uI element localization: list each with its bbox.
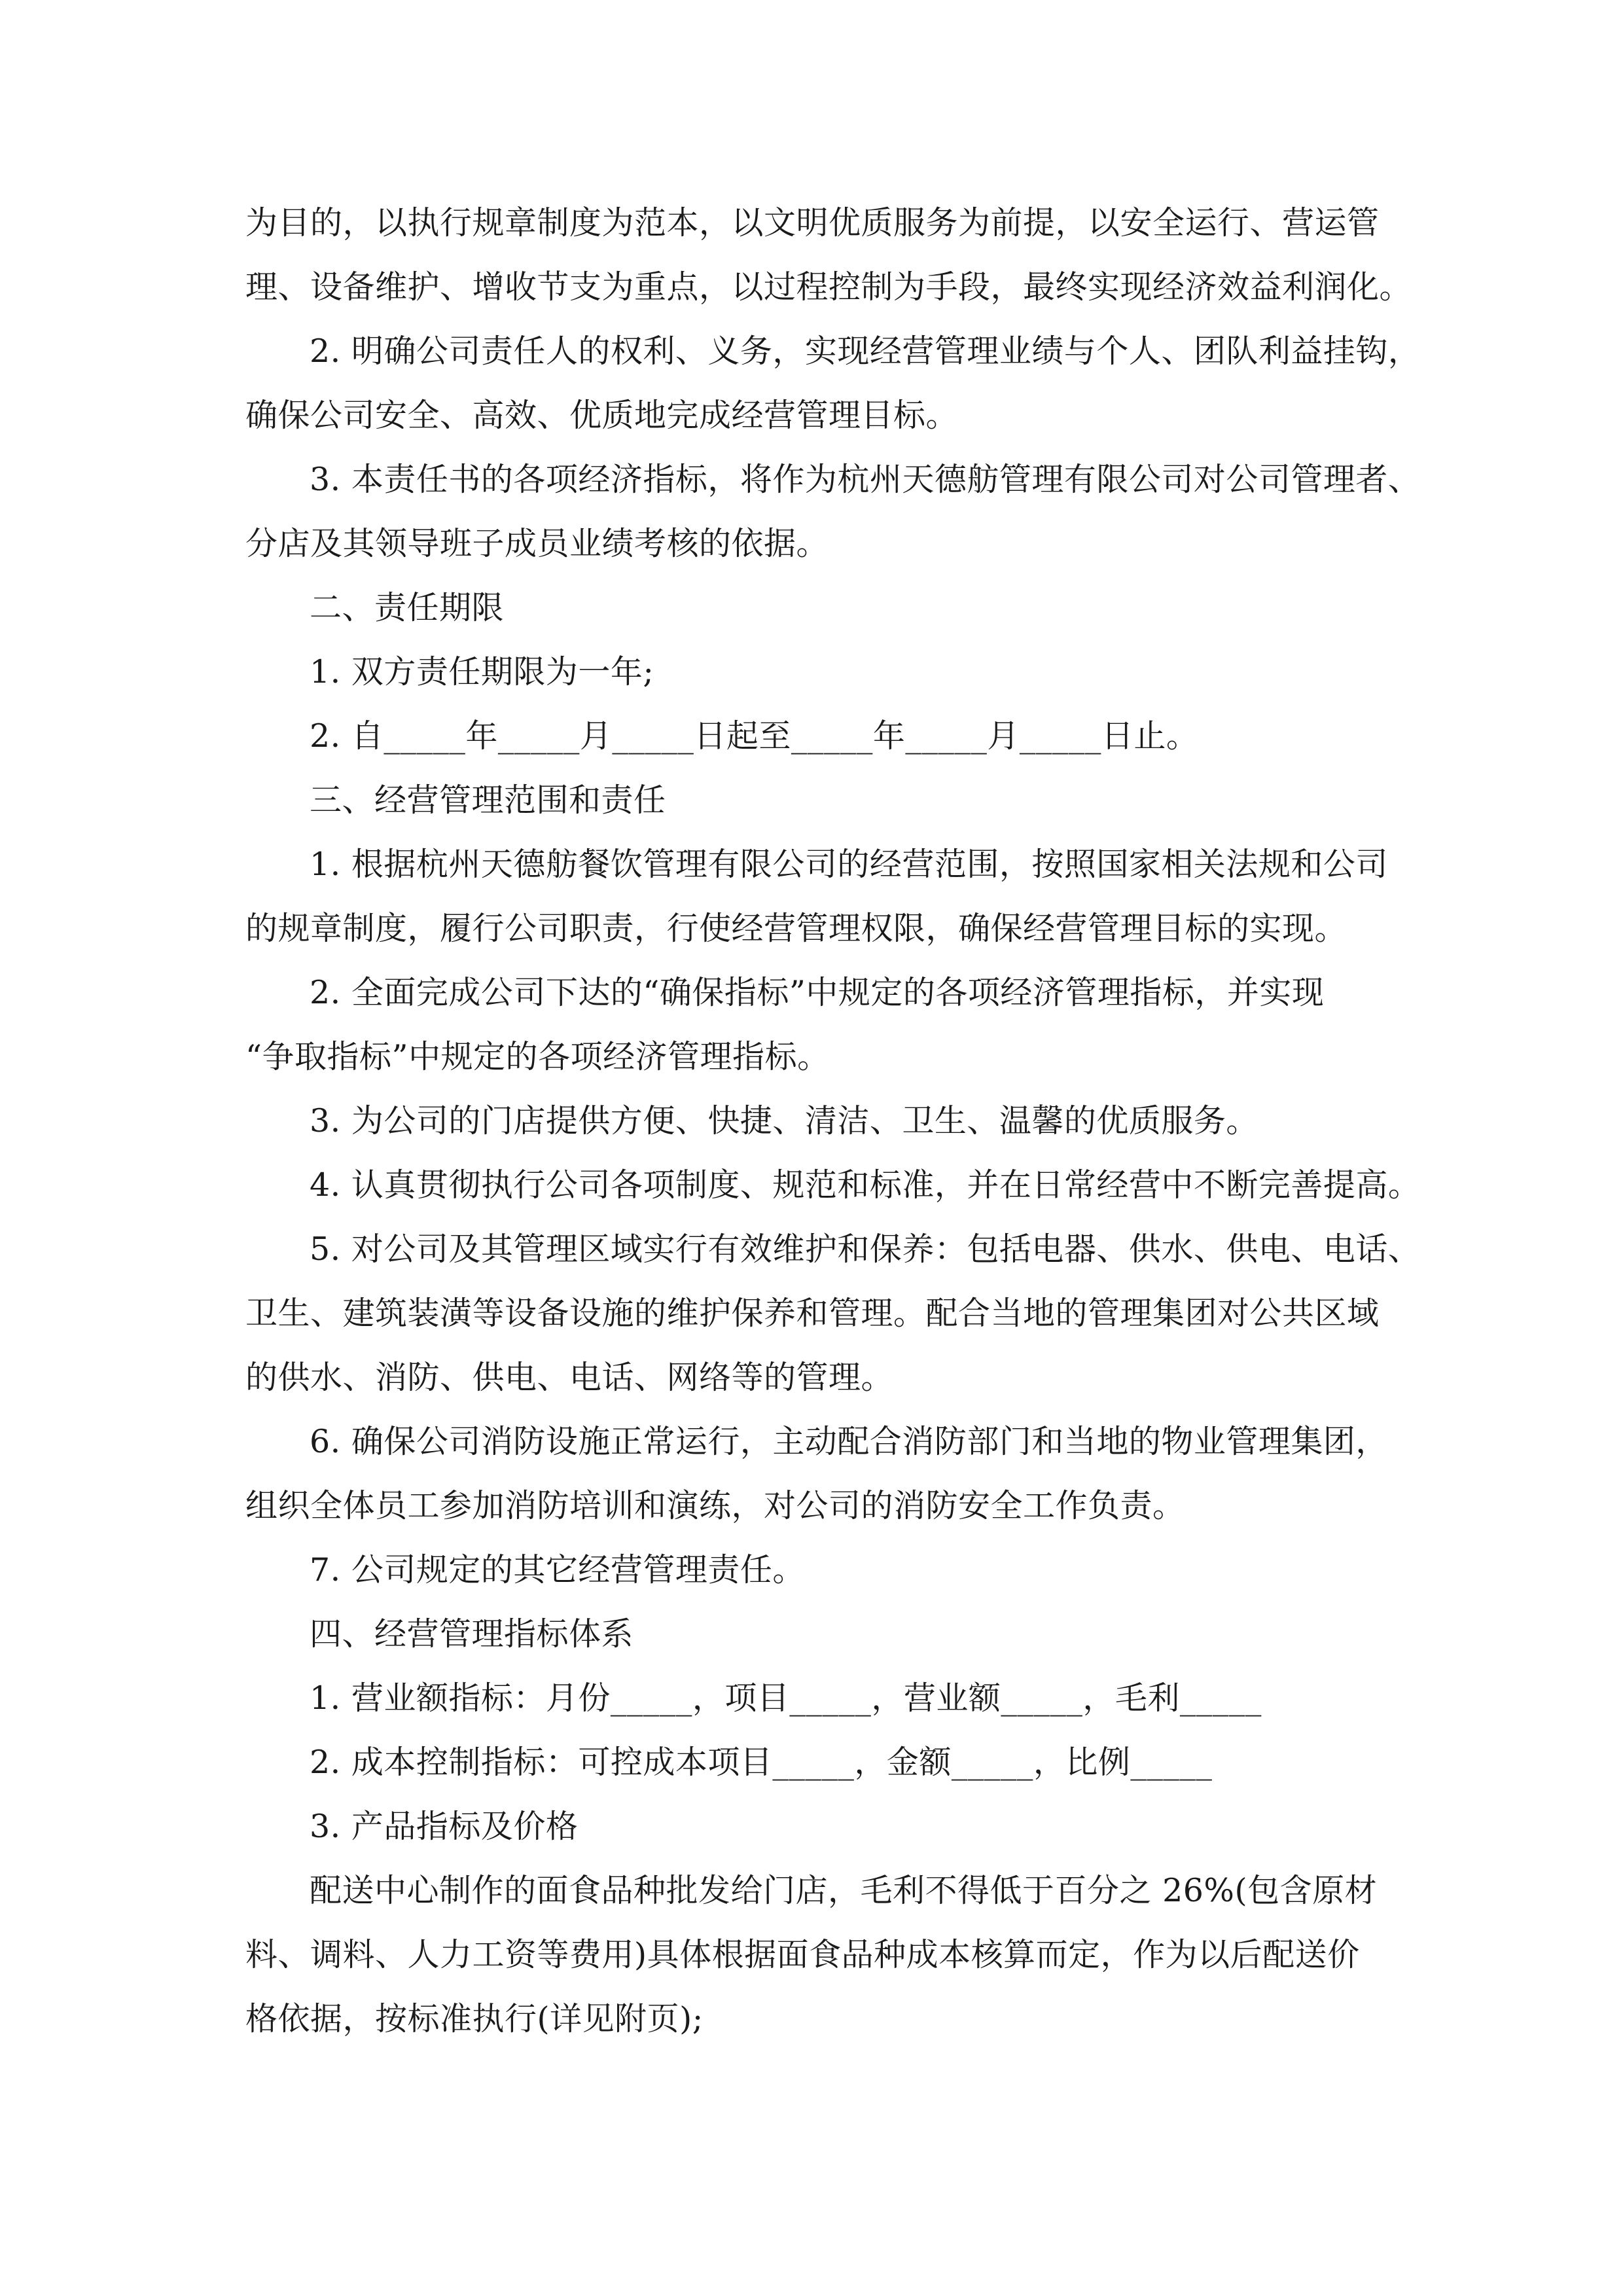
document-line: 1. 营业额指标：月份_____，项目_____，营业额_____，毛利_____ <box>310 1679 1262 1717</box>
document-line: 的供水、消防、供电、电话、网络等的管理。 <box>245 1359 894 1396</box>
document-line: 理、设备维护、增收节支为重点，以过程控制为手段，最终实现经济效益利润化。 <box>245 268 1412 306</box>
document-line: 配送中心制作的面食品种批发给门店，毛利不得低于百分之 26%(包含原材 <box>310 1872 1378 1909</box>
document-line: 3. 产品指标及价格 <box>310 1808 579 1845</box>
document-line: 2. 自_____年_____月_____日起至_____年_____月_____日止。 <box>310 717 1199 755</box>
document-line: 确保公司安全、高效、优质地完成经营管理目标。 <box>245 397 959 434</box>
document-line: 2. 全面完成公司下达的“确保指标”中规定的各项经济管理指标，并实现 <box>310 974 1325 1011</box>
document-line: 1. 双方责任期限为一年; <box>310 653 654 691</box>
document-line: 二、责任期限 <box>310 589 505 626</box>
document-line: 3. 本责任书的各项经济指标，将作为杭州天德舫管理有限公司对公司管理者、 <box>310 461 1421 498</box>
document-line: 6. 确保公司消防设施正常运行，主动配合消防部门和当地的物业管理集团， <box>310 1423 1388 1460</box>
document-line: 的规章制度，履行公司职责，行使经营管理权限，确保经营管理目标的实现。 <box>245 910 1347 947</box>
document-line: 1. 根据杭州天德舫餐饮管理有限公司的经营范围，按照国家相关法规和公司 <box>310 846 1388 883</box>
document-body <box>245 191 1421 2051</box>
document-line: 7. 公司规定的其它经营管理责任。 <box>310 1551 805 1588</box>
document-line: 分店及其领导班子成员业绩考核的依据。 <box>245 525 829 562</box>
document-line: 2. 成本控制指标：可控成本项目_____，金额_____，比例_____ <box>310 1744 1213 1781</box>
document-line: 格依据，按标准执行(详见附页); <box>245 2000 704 2037</box>
document-line: 3. 为公司的门店提供方便、快捷、清洁、卫生、温馨的优质服务。 <box>310 1102 1258 1139</box>
document-line: 卫生、建筑装潢等设备设施的维护保养和管理。配合当地的管理集团对公共区域 <box>245 1295 1380 1332</box>
document-line: 5. 对公司及其管理区域实行有效维护和保养：包括电器、供水、供电、电话、 <box>310 1230 1421 1268</box>
document-line: 为目的，以执行规章制度为范本，以文明优质服务为前提，以安全运行、营运管 <box>245 204 1380 242</box>
document-line: 三、经营管理范围和责任 <box>310 781 666 819</box>
document-line: 料、调料、人力工资等费用)具体根据面食品种成本核算而定，作为以后配送价 <box>245 1936 1360 1973</box>
document-line: 2. 明确公司责任人的权利、义务，实现经营管理业绩与个人、团队利益挂钩， <box>310 332 1421 370</box>
document-line: 4. 认真贯彻执行公司各项制度、规范和标准，并在日常经营中不断完善提高。 <box>310 1166 1421 1204</box>
document-line: 四、经营管理指标体系 <box>310 1615 634 1653</box>
document-line: “争取指标”中规定的各项经济管理指标。 <box>245 1038 830 1075</box>
document-line: 组织全体员工参加消防培训和演练，对公司的消防安全工作负责。 <box>245 1487 1185 1524</box>
